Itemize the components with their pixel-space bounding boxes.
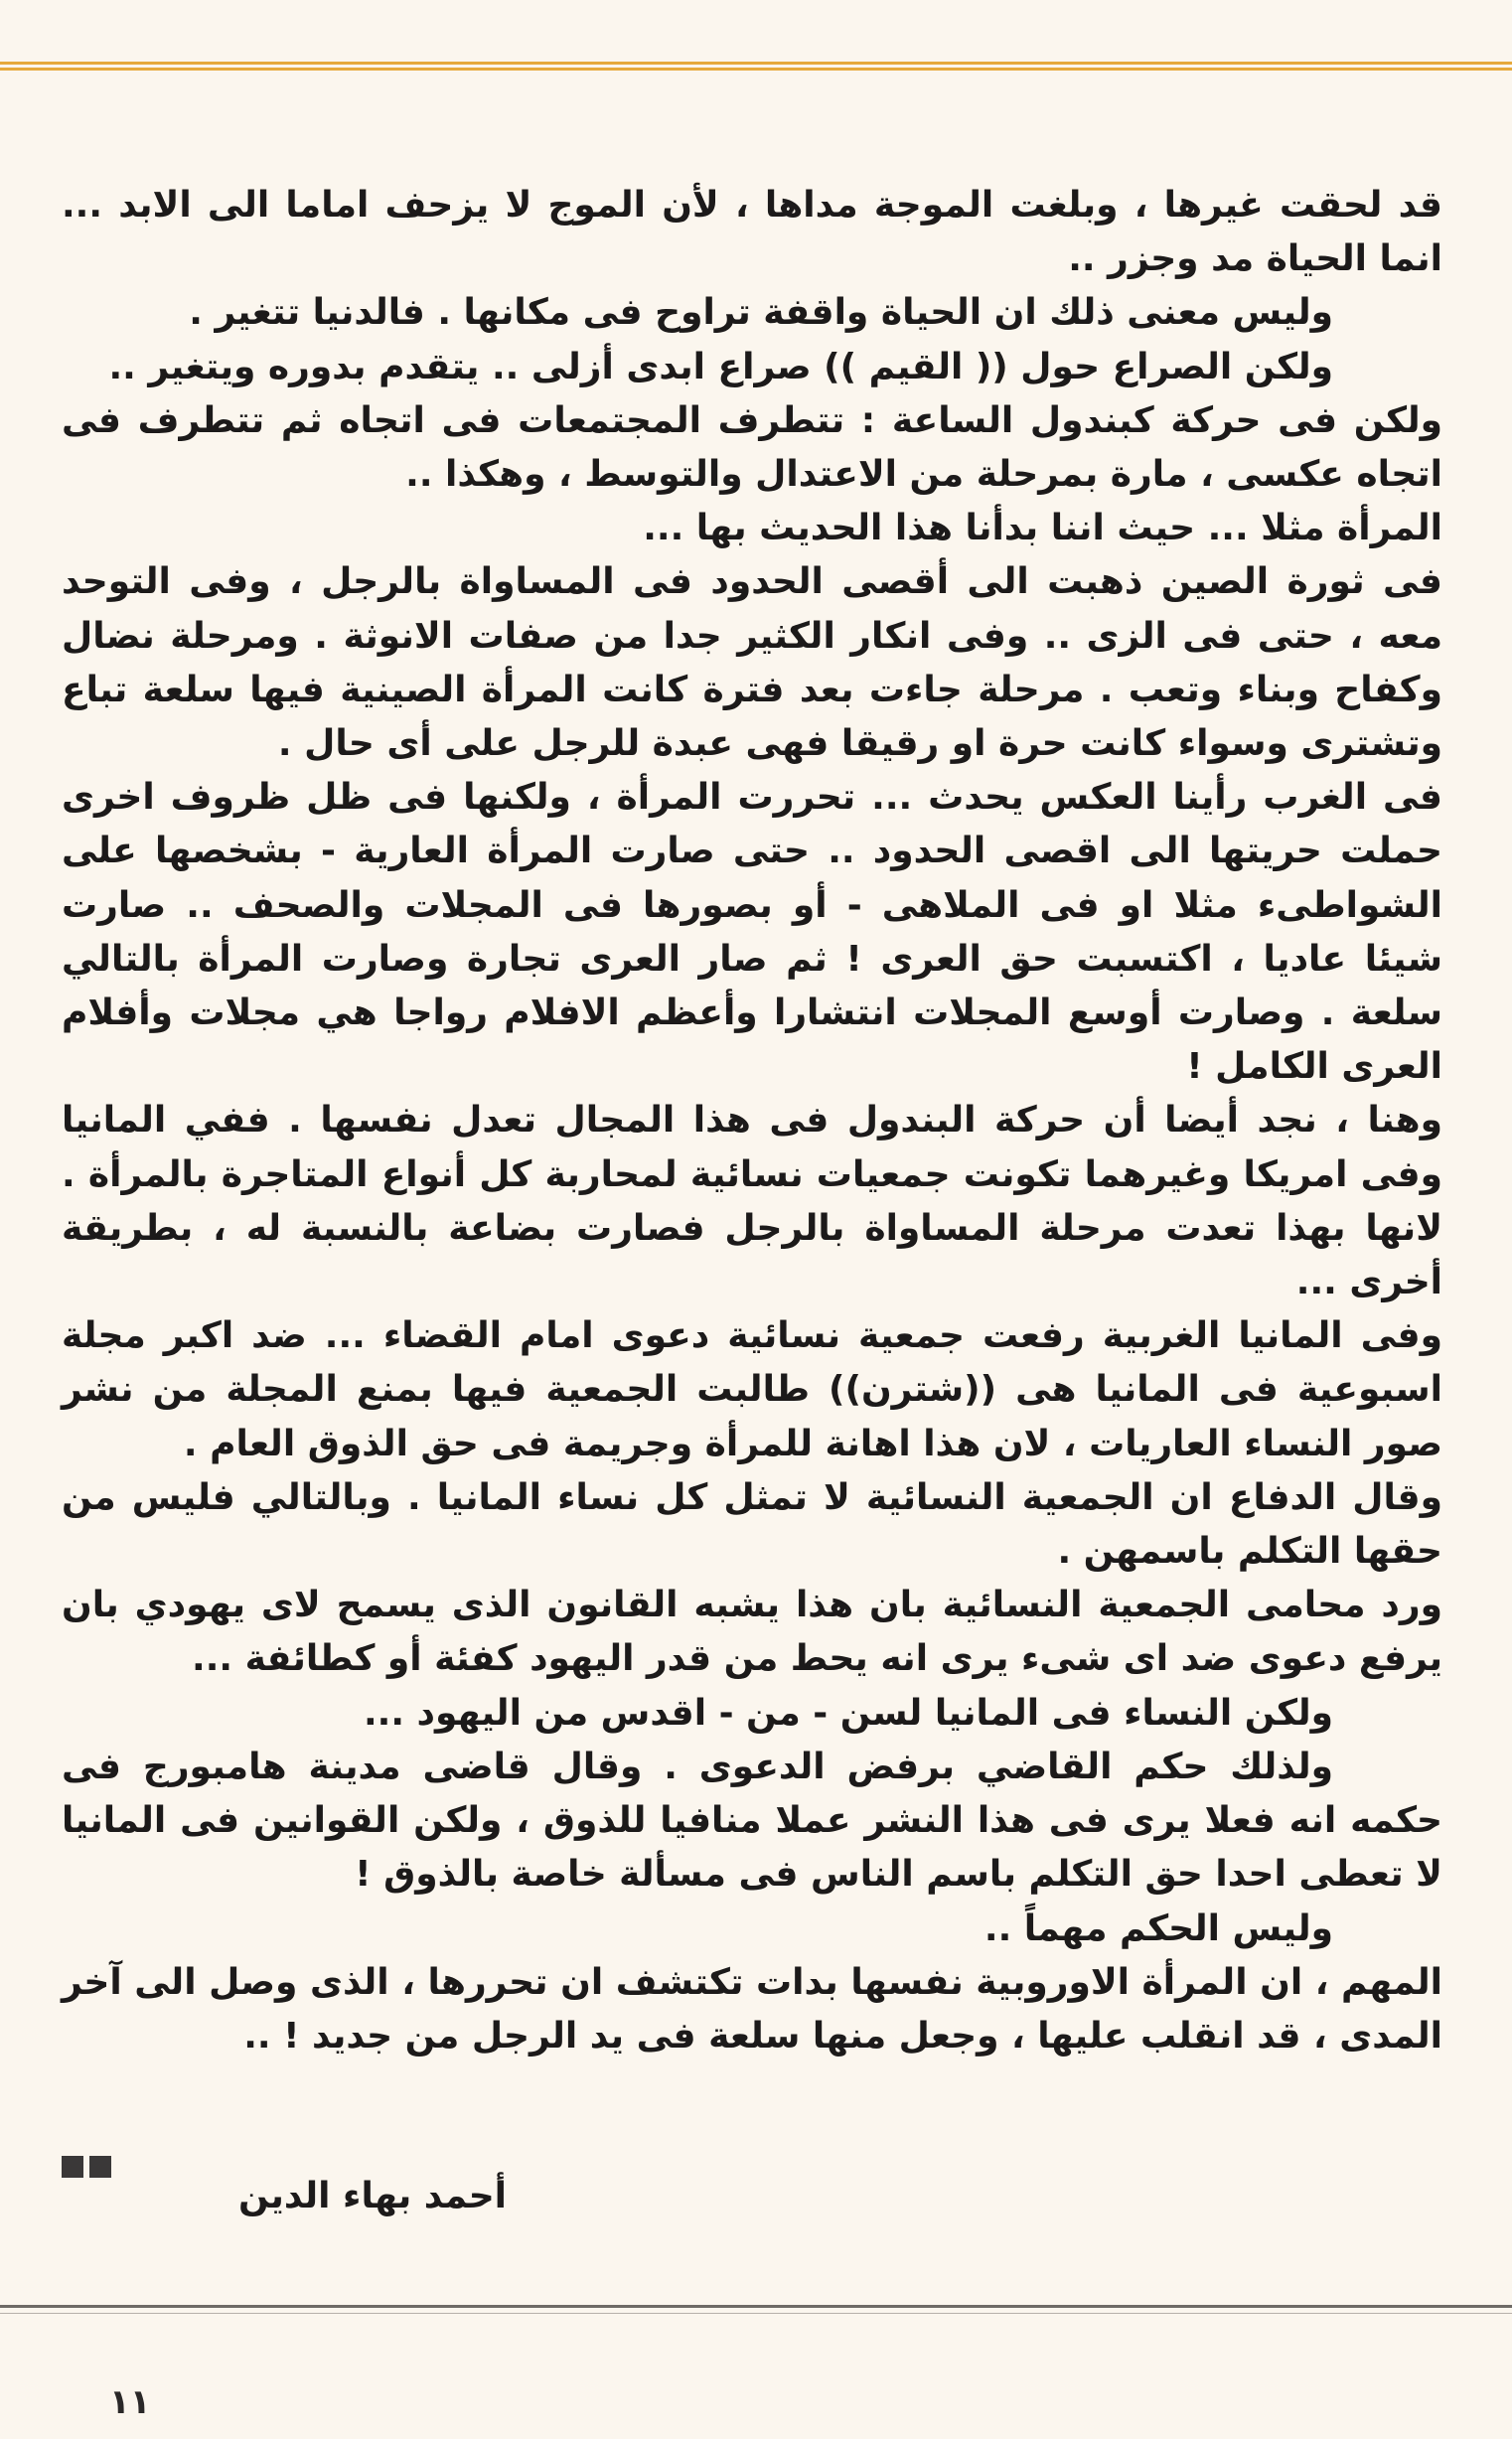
paragraph-2: وليس معنى ذلك ان الحياة واقفة تراوح فى مكانها . فالدنيا تتغير . bbox=[189, 292, 1333, 334]
paragraph-3: ولكن الصراع حول (( القيم )) صراع ابدى أزلى .. يتقدم بدوره ويتغير .. bbox=[108, 346, 1333, 387]
author-signature: أحمد بهاء الدين bbox=[237, 2176, 507, 2216]
paragraph-4: ولكن فى حركة كبندول الساعة : تتطرف المجتمعات فى اتجاه ثم تتطرف فى اتجاه عكسى ، مارة بمرحلة من الاعتدال والتوسط ، وهكذا .. bbox=[62, 399, 1442, 496]
paragraph-13: ولذلك حكم القاضي برفض الدعوى . وقال قاضى مدينة هامبورج فى حكمه انه فعلا يرى فى هذا النشر عملا منافيا للذوق ، ولكن القوانين فى المانيا لا تعطى احدا حق التكلم باسم الناس فى مسألة خاصة بالذوق ! bbox=[62, 1746, 1442, 1896]
top-decorative-rule bbox=[0, 62, 1512, 77]
end-square-2 bbox=[89, 2156, 111, 2178]
page-number: ١١ bbox=[109, 2382, 151, 2422]
bottom-rule bbox=[0, 2305, 1512, 2308]
article-body bbox=[62, 179, 1442, 2063]
paragraph-11: ورد محامى الجمعية النسائية بان هذا يشبه القانون الذى يسمح لاى يهودي بان يرفع دعوى ضد اى شىء يرى انه يحط من قدر اليهود كفئة أو كطائفة ... bbox=[62, 1585, 1442, 1680]
bottom-rule-thin bbox=[0, 2313, 1512, 2314]
paragraph-6: فى ثورة الصين ذهبت الى أقصى الحدود فى المساواة بالرجل ، وفى التوحد معه ، حتى فى الزى .. وفى انكار الكثير جدا من صفات الانوثة . ومرحلة نضال وكفاح وبناء وتعب . مرحلة جاءت بعد فترة كانت المرأة الصينية فيها سلعة تباع وتشترى وسواء كانت حرة او رقيقا فهى عبدة للرجل على أى حال . bbox=[62, 561, 1442, 765]
paragraph-15: المهم ، ان المرأة الاوروبية نفسها بدات تكتشف ان تحررها ، الذى وصل الى آخر المدى ، قد انقلب عليها ، وجعل منها سلعة فى يد الرجل من جديد ! .. bbox=[62, 1961, 1442, 2057]
paragraph-14: وليس الحكم مهماً .. bbox=[983, 1907, 1333, 1949]
paragraph-1: قد لحقت غيرها ، وبلغت الموجة مداها ، لأن الموج لا يزحف اماما الى الابد ... انما الحياة مد وجزر .. bbox=[62, 185, 1442, 280]
paragraph-12: ولكن النساء فى المانيا لسن - من - اقدس من اليهود ... bbox=[363, 1692, 1333, 1734]
end-square-1 bbox=[62, 2156, 83, 2178]
paragraph-7: فى الغرب رأينا العكس يحدث ... تحررت المرأة ، ولكنها فى ظل ظروف اخرى حملت حريتها الى اقصى الحدود .. حتى صارت المرأة العارية - بشخصها على الشواطىء مثلا او فى الملاهى - أو بصورها فى المجلات والصحف .. صارت شيئا عاديا ، اكتسبت حق العرى ! ثم صار العرى تجارة وصارت المرأة بالتالي سلعة . وصارت أوسع المجلات انتشارا وأعظم الافلام رواجا هي مجلات وأفلام العرى الكامل ! bbox=[62, 777, 1442, 1088]
paragraph-5: المرأة مثلا ... حيث اننا بدأنا هذا الحديث بها ... bbox=[643, 508, 1442, 549]
paragraph-10: وقال الدفاع ان الجمعية النسائية لا تمثل كل نساء المانيا . وبالتالي فليس من حقها التكلم باسمهن . bbox=[62, 1476, 1442, 1573]
paragraph-8: وهنا ، نجد أيضا أن حركة البندول فى هذا المجال تعدل نفسها . ففي المانيا وفى امريكا وغيرهما تكونت جمعيات نسائية لمحاربة كل أنواع المتاجرة بالمرأة . لانها بهذا تعدت مرحلة المساواة بالرجل فصارت بضاعة بالنسبة له ، بطريقة أخرى ... bbox=[62, 1100, 1442, 1303]
paragraph-9: وفى المانيا الغربية رفعت جمعية نسائية دعوى امام القضاء ... ضد اكبر مجلة اسبوعية فى المانيا هى ((شترن)) طالبت الجمعية فيها بمنع المجلة من نشر صور النساء العاريات ، لان هذا اهانة للمرأة وجريمة فى حق الذوق العام . bbox=[62, 1315, 1442, 1464]
end-of-article-mark bbox=[62, 2156, 117, 2178]
